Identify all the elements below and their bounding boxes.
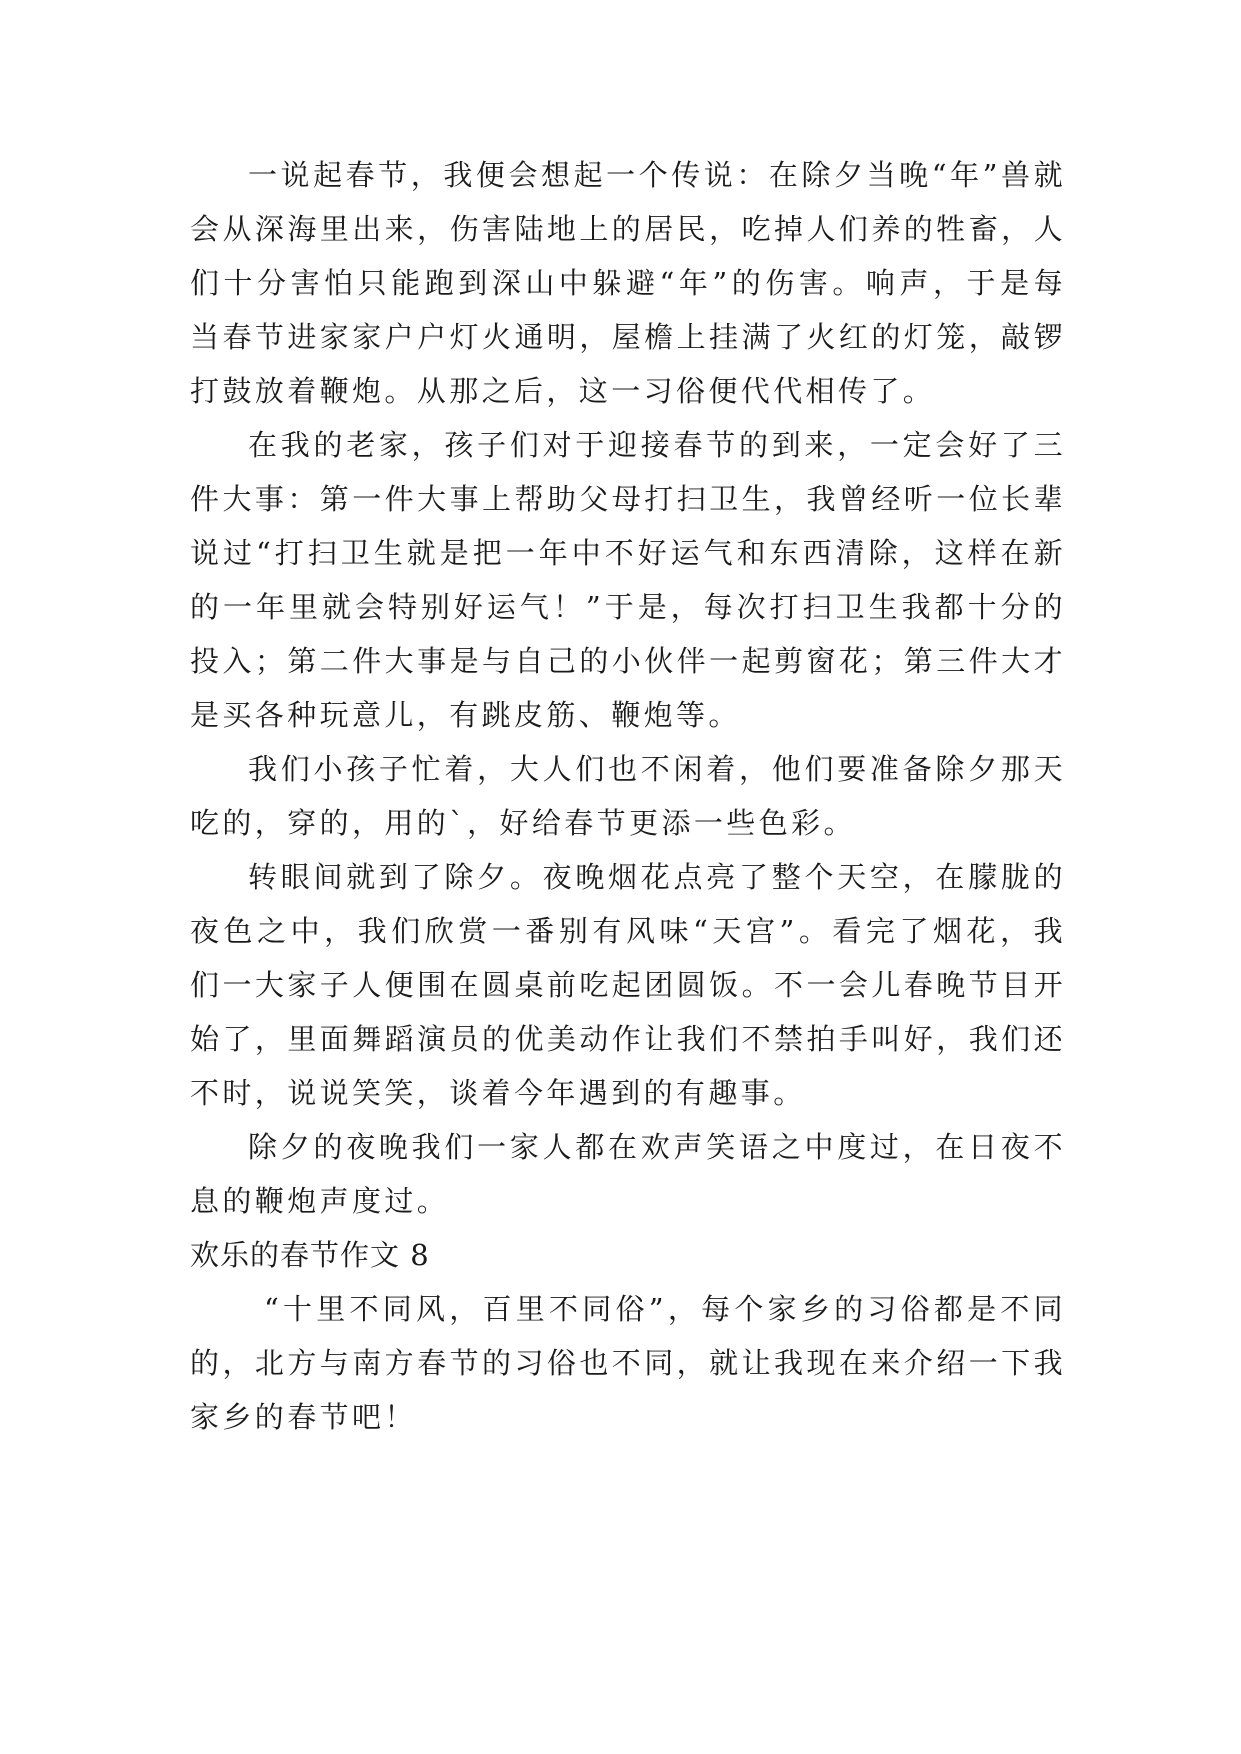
document-body: [190, 148, 1066, 1444]
paragraph-hometown-tasks: 在我的老家，孩子们对于迎接春节的到来，一定会好了三件大事：第一件大事上帮助父母打扫卫生，我曾经听一位长辈说过“打扫卫生就是把一年中不好运气和东西清除，这样在新的一年里就会特别好运气！”于是，每次打扫卫生我都十分的投入；第二件大事是与自己的小伙伴一起剪窗花；第三件大才是买各种玩意儿，有跳皮筋、鞭炮等。: [190, 428, 1066, 732]
paragraph-new-years-eve: 转眼间就到了除夕。夜晚烟花点亮了整个天空，在朦胧的夜色之中，我们欣赏一番别有风味“天宫”。看完了烟花，我们一大家子人便围在圆桌前吃起团圆饭。不一会儿春晚节目开始了，里面舞蹈演员的优美动作让我们不禁拍手叫好，我们还不时，说说笑笑，谈着今年遇到的有趣事。: [190, 860, 1066, 1110]
essay-heading: 欢乐的春节作文 8: [190, 1238, 430, 1272]
paragraph-night-ending: 除夕的夜晚我们一家人都在欢声笑语之中度过，在日夜不息的鞭炮声度过。: [190, 1130, 1066, 1218]
paragraph-legend: 一说起春节，我便会想起一个传说：在除夕当晚“年”兽就会从深海里出来，伤害陆地上的居民，吃掉人们养的牲畜，人们十分害怕只能跑到深山中躲避“年”的伤害。响声，于是每当春节进家家户户灯火通明，屋檐上挂满了火红的灯笼，敲锣打鼓放着鞭炮。从那之后，这一习俗便代代相传了。: [190, 158, 1066, 408]
paragraph-customs-intro: “十里不同风，百里不同俗”，每个家乡的习俗都是不同的，北方与南方春节的习俗也不同，就让我现在来介绍一下我家乡的春节吧！: [190, 1292, 1066, 1434]
paragraph-adults-preparing: 我们小孩子忙着，大人们也不闲着，他们要准备除夕那天吃的，穿的，用的`，好给春节更添一些色彩。: [190, 752, 1066, 840]
